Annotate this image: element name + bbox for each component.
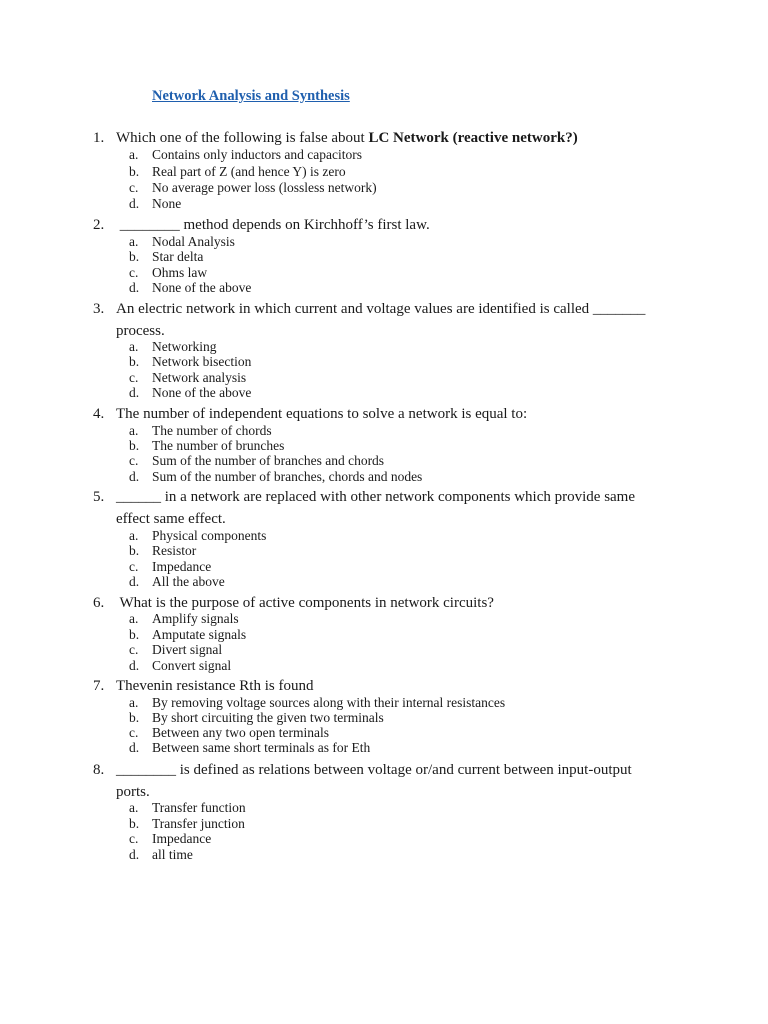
- option-letter: b.: [129, 543, 140, 558]
- question-number: 4.: [93, 406, 105, 422]
- option-text: Resistor: [152, 543, 197, 558]
- option-text: Ohms law: [152, 265, 208, 280]
- option-text: Convert signal: [152, 658, 232, 673]
- option-letter: a.: [129, 611, 139, 626]
- option-text: Network bisection: [152, 354, 252, 369]
- option-text: Impedance: [152, 559, 212, 574]
- option-letter: a.: [129, 423, 139, 438]
- option-letter: a.: [129, 234, 139, 249]
- option-text: Amplify signals: [152, 611, 239, 626]
- option-letter: d.: [129, 280, 140, 295]
- option-text: No average power loss (lossless network): [152, 180, 377, 195]
- option-letter: b.: [129, 249, 140, 264]
- option-text: Transfer function: [152, 800, 246, 815]
- option-letter: a.: [129, 339, 139, 354]
- option-letter: b.: [129, 710, 140, 725]
- question-number: 2.: [93, 217, 105, 233]
- question-text: What is the purpose of active components in network circuits?: [116, 595, 494, 611]
- question-number: 8.: [93, 762, 105, 778]
- question-number: 5.: [93, 489, 105, 505]
- option-letter: d.: [129, 385, 140, 400]
- option-text: Divert signal: [152, 642, 223, 657]
- question-text: ________ method depends on Kirchhoff’s first law.: [116, 217, 430, 233]
- option-letter: d.: [129, 740, 140, 755]
- option-text: Contains only inductors and capacitors: [152, 147, 362, 162]
- option-text: None of the above: [152, 280, 252, 295]
- option-text: all time: [152, 847, 193, 862]
- question-text-continued: process.: [116, 323, 165, 339]
- question-text-continued: effect same effect.: [116, 511, 226, 527]
- question-text: ______ in a network are replaced with other network components which provide same: [116, 489, 636, 505]
- question-text-continued: ports.: [116, 784, 150, 800]
- option-letter: b.: [129, 816, 140, 831]
- question-number: 3.: [93, 301, 105, 317]
- question-text: An electric network in which current and voltage values are identified is called _______: [116, 301, 646, 317]
- question-bold-text: LC Network (reactive network?): [368, 130, 578, 146]
- option-text: Physical components: [152, 528, 267, 543]
- option-letter: d.: [129, 658, 140, 673]
- option-letter: a.: [129, 695, 139, 710]
- option-text: Amputate signals: [152, 627, 247, 642]
- option-letter: c.: [129, 559, 139, 574]
- option-text: Star delta: [152, 249, 204, 264]
- option-letter: d.: [129, 469, 140, 484]
- option-text: Sum of the number of branches and chords: [152, 453, 385, 468]
- question-text: ________ is defined as relations between voltage or/and current between input-output: [116, 762, 632, 778]
- question-number: 7.: [93, 678, 105, 694]
- option-text: All the above: [152, 574, 225, 589]
- option-text: The number of chords: [152, 423, 272, 438]
- question-text: The number of independent equations to solve a network is equal to:: [116, 406, 528, 422]
- document-title-link[interactable]: Network Analysis and Synthesis: [152, 88, 350, 104]
- question-number: 1.: [93, 130, 105, 146]
- option-letter: c.: [129, 265, 139, 280]
- option-text: Nodal Analysis: [152, 234, 235, 249]
- option-letter: c.: [129, 642, 139, 657]
- option-letter: c.: [129, 180, 139, 195]
- option-text: Transfer junction: [152, 816, 245, 831]
- question-number: 6.: [93, 595, 105, 611]
- option-letter: a.: [129, 800, 139, 815]
- option-letter: c.: [129, 370, 139, 385]
- option-text: By removing voltage sources along with their internal resistances: [152, 695, 506, 710]
- option-letter: c.: [129, 725, 139, 740]
- question-text: Thevenin resistance Rth is found: [116, 678, 314, 694]
- question-text-part: Which one of the following is false about: [116, 130, 369, 146]
- option-text: The number of brunches: [152, 438, 285, 453]
- option-letter: b.: [129, 438, 140, 453]
- option-text: By short circuiting the given two terminals: [152, 710, 384, 725]
- option-letter: d.: [129, 196, 140, 211]
- option-letter: d.: [129, 847, 140, 862]
- option-letter: b.: [129, 354, 140, 369]
- option-text: Between any two open terminals: [152, 725, 329, 740]
- option-text: Between same short terminals as for Eth: [152, 740, 371, 755]
- option-text: Sum of the number of branches, chords and nodes: [152, 469, 423, 484]
- option-text: Impedance: [152, 831, 212, 846]
- option-letter: a.: [129, 528, 139, 543]
- option-text: None of the above: [152, 385, 252, 400]
- option-letter: b.: [129, 627, 140, 642]
- option-letter: b.: [129, 164, 140, 179]
- option-letter: c.: [129, 453, 139, 468]
- option-text: Network analysis: [152, 370, 247, 385]
- option-letter: d.: [129, 574, 140, 589]
- option-text: Networking: [152, 339, 217, 354]
- option-text: None: [152, 196, 182, 211]
- option-letter: c.: [129, 831, 139, 846]
- option-letter: a.: [129, 147, 139, 162]
- option-text: Real part of Z (and hence Y) is zero: [152, 164, 346, 179]
- question-text: [116, 128, 671, 149]
